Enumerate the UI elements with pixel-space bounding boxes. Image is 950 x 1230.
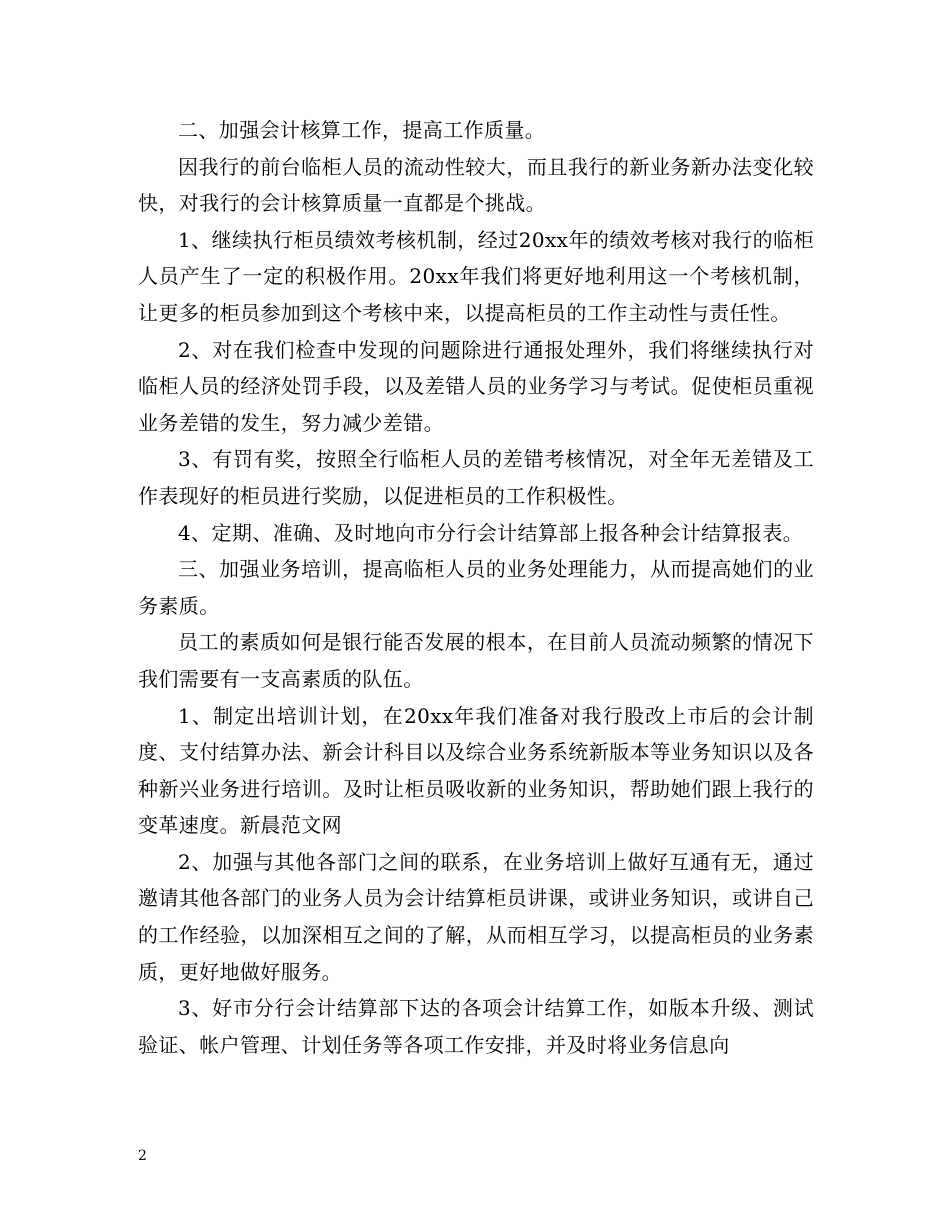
section-heading-accounting: 二、加强会计核算工作，提高工作质量。 — [178, 118, 546, 142]
paragraph: 3、有罚有奖，按照全行临柜人员的差错考核情况，对全年无差错及工作表现好的柜员进行奖励，以促进柜员的工作积极性。 — [138, 447, 814, 508]
paragraph: 2、对在我们检查中发现的问题除进行通报处理外，我们将继续执行对临柜人员的经济处罚手段，以及差错人员的业务学习与考试。促使柜员重视业务差错的发生，努力减少差错。 — [138, 337, 814, 435]
document-body — [138, 112, 814, 1063]
paragraph: 因我行的前台临柜人员的流动性较大，而且我行的新业务新办法变化较快，对我行的会计核算质量一直都是个挑战。 — [138, 154, 814, 216]
page-number: 2 — [138, 1148, 147, 1164]
paragraph: 3、好市分行会计结算部下达的各项会计结算工作，如版本升级、测试验证、帐户管理、计划任务等各项工作安排，并及时将业务信息向 — [138, 996, 814, 1057]
paragraph: 2、加强与其他各部门之间的联系，在业务培训上做好互通有无，通过邀请其他各部门的业务人员为会计结算柜员讲课，或讲业务知识，或讲自己的工作经验，以加深相互之间的了解，从而相互学习，以提高柜员的业务素质，更好地做好服务。 — [138, 849, 814, 984]
paragraph: 1、继续执行柜员绩效考核机制，经过20xx年的绩效考核对我行的临柜人员产生了一定的积极作用。20xx年我们将更好地利用这一个考核机制，让更多的柜员参加到这个考核中来，以提高柜员的工作主动性与责任性。 — [138, 227, 814, 325]
paragraph: 4、定期、准确、及时地向市分行会计结算部上报各种会计结算报表。 — [178, 520, 804, 545]
paragraph: 1、制定出培训计划，在20xx年我们准备对我行股改上市后的会计制度、支付结算办法、新会计科目以及综合业务系统新版本等业务知识以及各种新兴业务进行培训。及时让柜员吸收新的业务知识，帮助她们跟上我行的变革速度。新晨范文网 — [138, 703, 814, 838]
section-heading-training: 三、加强业务培训，提高临柜人员的业务处理能力，从而提高她们的业务素质。 — [138, 557, 814, 618]
paragraph: 员工的素质如何是银行能否发展的根本，在目前人员流动频繁的情况下我们需要有一支高素质的队伍。 — [138, 630, 814, 691]
